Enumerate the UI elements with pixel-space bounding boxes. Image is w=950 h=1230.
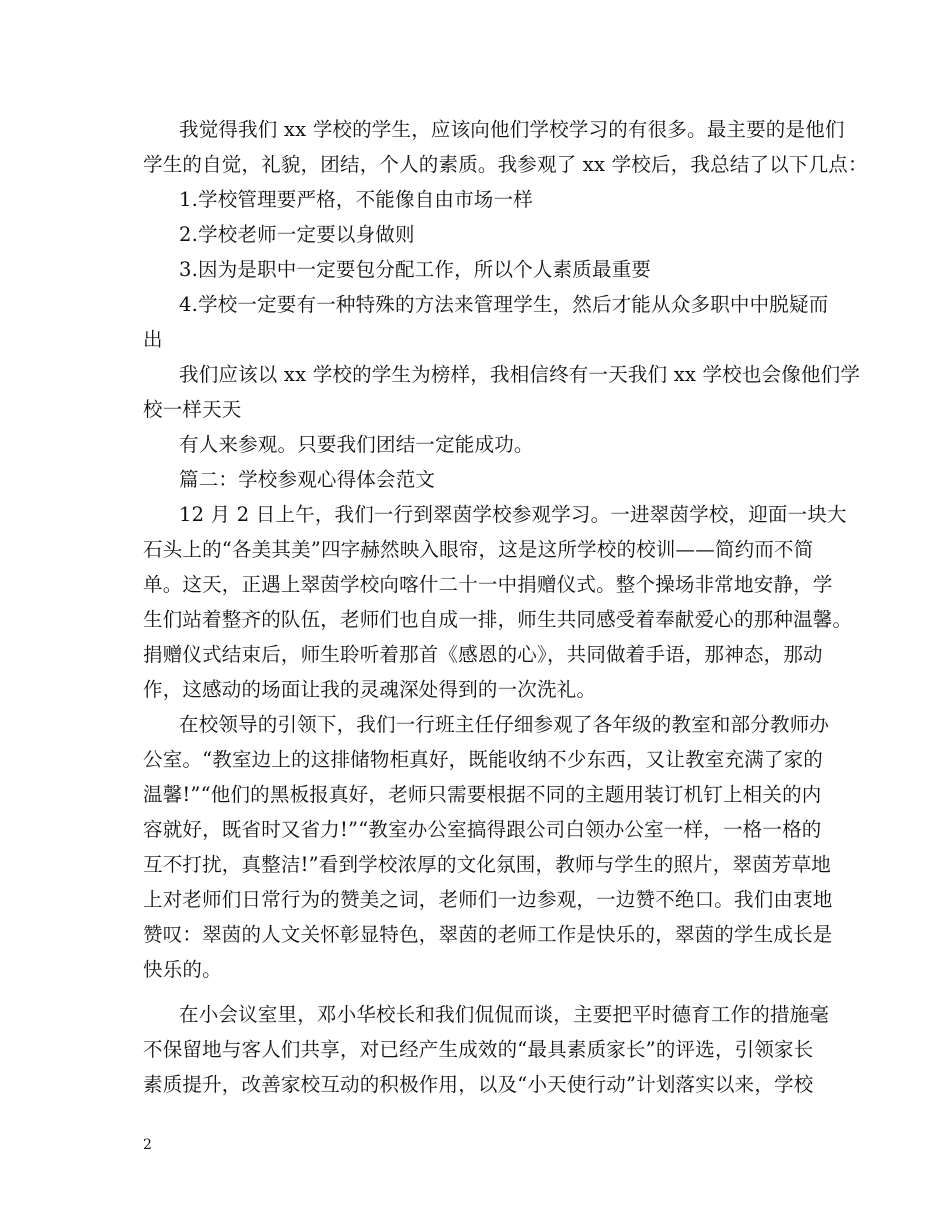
- text-line: 我觉得我们 xx 学校的学生，应该向他们学校学习的有很多。最主要的是他们: [179, 118, 845, 141]
- text-line: 素质提升，改善家校互动的积极作用，以及“小天使行动”计划落实以来，学校: [143, 1073, 814, 1096]
- text-line: 上对老师们日常行为的赞美之词，老师们一边参观，一边赞不绝口。我们由衷地: [143, 888, 833, 911]
- text-line: 3.因为是职中一定要包分配工作，所以个人素质最重要: [179, 258, 652, 281]
- text-line: 作，这感动的场面让我的灵魂深处得到的一次洗礼。: [143, 678, 597, 701]
- text-line: 快乐的。: [143, 958, 222, 981]
- text-line: 我们应该以 xx 学校的学生为榜样，我相信终有一天我们 xx 学校也会像他们学: [179, 363, 861, 386]
- section-heading: 篇二：学校参观心得体会范文: [179, 468, 436, 491]
- text-line: 公室。“教室边上的这排储物柜真好，既能收纳不少东西，又让教室充满了家的: [143, 748, 823, 771]
- text-line: 在小会议室里，邓小华校长和我们侃侃而谈，主要把平时德育工作的措施毫: [179, 1003, 830, 1026]
- text-line: 石头上的“各美其美”四字赫然映入眼帘，这是这所学校的校训——简约而不简: [143, 538, 814, 561]
- text-line: 容就好，既省时又省力!”“教室办公室搞得跟公司白领办公室一样，一格一格的: [143, 818, 822, 841]
- text-line: 不保留地与客人们共享，对已经产生成效的“最具素质家长”的评选，引领家长: [143, 1038, 814, 1061]
- page-number: 2: [143, 1137, 152, 1153]
- text-line: 单。这天，正遇上翠茵学校向喀什二十一中捐赠仪式。整个操场非常地安静，学: [143, 573, 833, 596]
- text-line: 互不打扰，真整洁!”看到学校浓厚的文化氛围，教师与学生的照片，翠茵芳草地: [143, 853, 832, 876]
- text-line: 生们站着整齐的队伍，老师们也自成一排，师生共同感受着奉献爱心的那种温馨。: [143, 608, 853, 631]
- text-line: 12 月 2 日上午，我们一行到翠茵学校参观学习。一进翠茵学校，迎面一块大: [179, 503, 847, 526]
- text-line: 2.学校老师一定要以身做则: [179, 223, 415, 246]
- text-line: 校一样天天: [143, 398, 242, 421]
- text-line: 1.学校管理要严格，不能像自由市场一样: [179, 188, 533, 211]
- text-line: 在校领导的引领下，我们一行班主任仔细参观了各年级的教室和部分教师办: [179, 713, 830, 736]
- text-line: 温馨!”“他们的黑板报真好，老师只需要根据不同的主题用装订机钉上相关的内: [143, 783, 822, 806]
- text-line: 捐赠仪式结束后，师生聆听着那首《感恩的心》，共同做着手语，那神态，那动: [143, 643, 823, 666]
- text-line: 有人来参观。只要我们团结一定能成功。: [179, 433, 534, 456]
- text-line: 赞叹：翠茵的人文关怀彰显特色，翠茵的老师工作是快乐的，翠茵的学生成长是: [143, 923, 833, 946]
- text-line: 出: [143, 328, 163, 351]
- text-line: 学生的自觉，礼貌，团结，个人的素质。我参观了 xx 学校后，我总结了以下几点：: [143, 153, 868, 176]
- text-line: 4.学校一定要有一种特殊的方法来管理学生，然后才能从众多职中中脱疑而: [179, 293, 829, 316]
